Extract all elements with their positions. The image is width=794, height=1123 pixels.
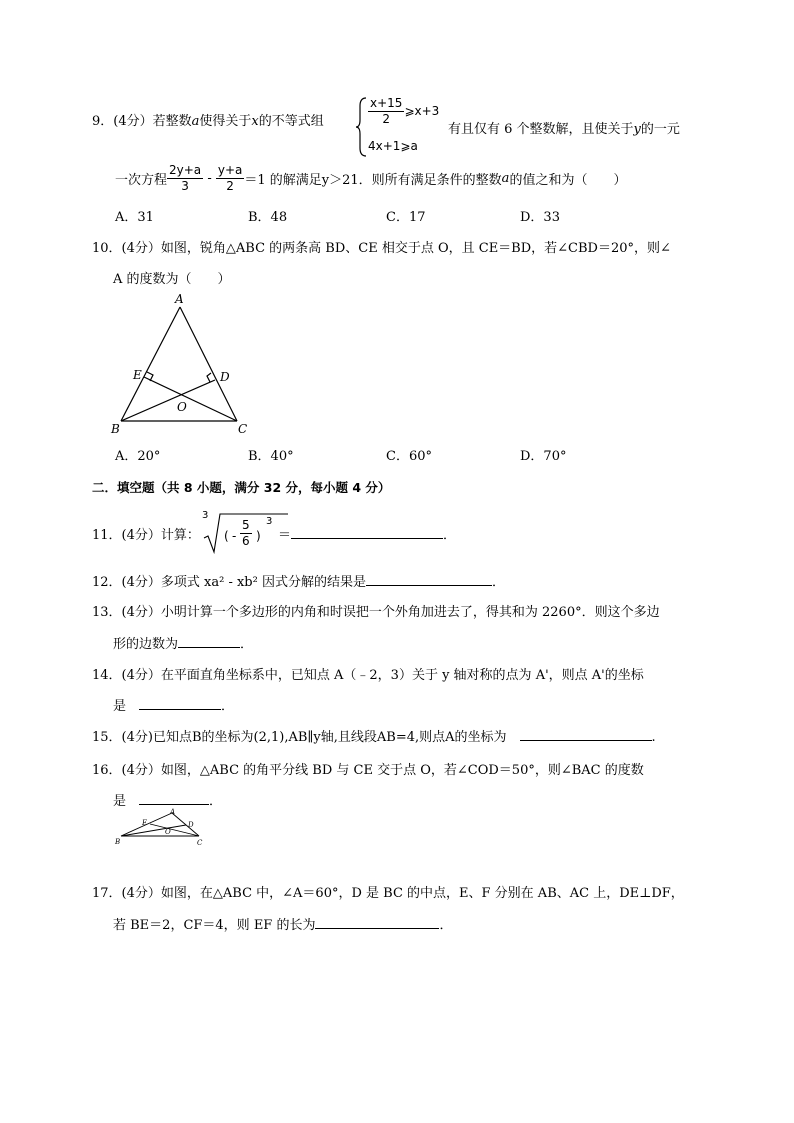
- q10-option-a[interactable]: A．20°: [115, 449, 161, 464]
- q17-blank[interactable]: [315, 914, 439, 929]
- label-a: A: [170, 808, 176, 816]
- q13-line1: 13．(4分）小明计算一个多边形的内角和时误把一个外角加进去了，得其和为 2260°．则这个多边: [92, 605, 660, 620]
- q9-option-b[interactable]: B．48: [248, 210, 288, 225]
- label-d: D: [188, 821, 194, 829]
- q9-option-a[interactable]: A．31: [115, 210, 154, 225]
- section-2-heading: 二．填空题（共 8 小题，满分 32 分，每小题 4 分）: [92, 480, 391, 495]
- q9-option-d[interactable]: D．33: [520, 210, 560, 225]
- inequality-2: 4x+1⩾a: [368, 139, 418, 153]
- q12: 12．(4分）多项式 xa² - xb² 因式分解的结果是 ．: [92, 571, 505, 590]
- q9-line2: 一次方程 $\frac{2y+a}{3}$ - $\frac{y+a}{2}$ ＝1 的解满足y＞21．则所有满足条件的整数a的值之和为（ ）: [115, 163, 627, 193]
- q14-line2: 是 ．: [113, 695, 234, 714]
- q9-inequality-system: [356, 96, 448, 158]
- q11-prefix: 11．(4分）计算：: [92, 528, 200, 543]
- q16-line2: 是 ．: [113, 790, 222, 809]
- q10-option-b[interactable]: B．40°: [248, 449, 294, 464]
- q15: 15．(4分)已知点B的坐标为(2,1),AB∥y轴,且线段AB=4,则点A的坐标为 .: [92, 726, 656, 745]
- q9-line1-tail: 有且仅有 6 个整数解，且使关于y的一元: [448, 122, 680, 137]
- q10-triangle-figure: [105, 290, 265, 438]
- label-c: C: [238, 422, 248, 436]
- q10-line2: A 的度数为（ ）: [113, 272, 231, 287]
- q10-option-d[interactable]: D．70°: [520, 449, 567, 464]
- label-b: B: [111, 422, 120, 436]
- q16-line1: 16．(4分）如图，△ABC 的角平分线 BD 与 CE 交于点 O，若∠COD＝50°，则∠BAC 的度数: [92, 763, 644, 778]
- exponent: 3: [266, 516, 273, 527]
- label-b: B: [115, 838, 121, 846]
- right-angle-d: [207, 373, 211, 382]
- altitude-bd: [121, 380, 215, 421]
- q17-line2: 若 BE＝2，CF＝4，则 EF 的长为 ．: [113, 914, 452, 933]
- left-brace: [356, 96, 368, 158]
- q9-option-c[interactable]: C．17: [386, 210, 426, 225]
- root-index: 3: [202, 510, 209, 521]
- label-d: D: [220, 370, 230, 384]
- q12-blank[interactable]: [366, 571, 492, 586]
- q16-blank[interactable]: [139, 790, 209, 805]
- q10-option-c[interactable]: C．60°: [386, 449, 432, 464]
- q11-radical: 3 ( - $\frac{5}{6}$ ) 3: [200, 508, 294, 556]
- q10-line1: 10．(4分）如图，锐角△ABC 的两条高 BD、CE 相交于点 O，且 CE＝BD，若∠CBD＝20°，则∠: [92, 241, 671, 256]
- q17-line1: 17．(4分）如图，在△ABC 中，∠A＝60°，D 是 BC 的中点，E、F 分别在 AB、AC 上，DE⊥DF，: [92, 886, 684, 901]
- label-c: C: [197, 839, 203, 847]
- label-e: E: [142, 819, 148, 827]
- q14-blank[interactable]: [139, 695, 221, 710]
- inequality-1: $\frac{x+15}{2}$ ⩾x+3: [370, 96, 440, 126]
- q14-line1: 14．(4分）在平面直角坐标系中，已知点 A（﹣2，3）关于 y 轴对称的点为 A'，则点 A'的坐标: [92, 668, 644, 683]
- q13-blank[interactable]: [178, 633, 240, 648]
- q11-blank[interactable]: [291, 524, 443, 539]
- label-o: O: [177, 400, 187, 414]
- q15-blank[interactable]: [520, 726, 652, 741]
- side-ac: [180, 307, 237, 421]
- label-e: E: [133, 368, 142, 382]
- q9-line1: 9．(4分）若整数a使得关于x的不等式组: [92, 114, 324, 129]
- label-a: A: [175, 292, 184, 306]
- q16-triangle-figure: [112, 808, 212, 848]
- label-o: O: [165, 828, 171, 836]
- side-ab: [121, 307, 180, 421]
- q13-line2: 形的边数为 ．: [113, 633, 253, 652]
- q11-answer: ＝ ．: [278, 524, 456, 543]
